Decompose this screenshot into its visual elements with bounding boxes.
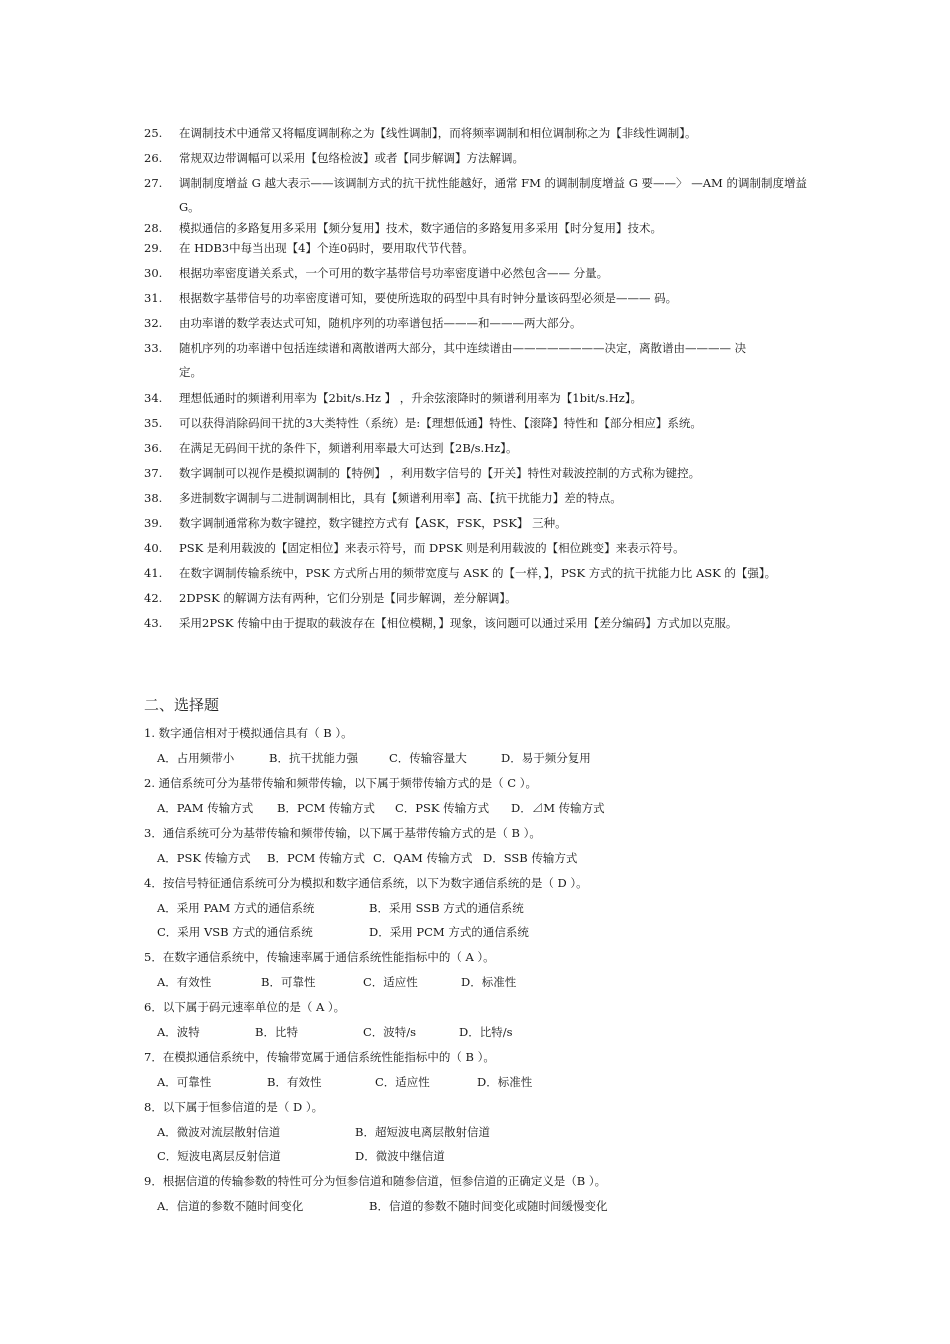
item-number: 36. [144, 441, 163, 455]
answer-option: C．传输容量大 [389, 751, 467, 765]
question-text: 2. 通信系统可分为基带传输和频带传输，以下属于频带传输方式的是（ C ）。 [144, 776, 537, 790]
answer-option: D．易于频分复用 [501, 751, 591, 765]
answer-option: A．波特 [157, 1025, 200, 1039]
answer-option: B．信道的参数不随时间变化或随时间缓慢变化 [369, 1199, 608, 1213]
question-text: 1. 数字通信相对于模拟通信具有（ B ）。 [144, 726, 353, 740]
answer-option: C．QAM 传输方式 [373, 851, 473, 865]
item-number: 32. [144, 316, 163, 330]
answer-option: A．PSK 传输方式 [157, 851, 251, 865]
answer-option: A．有效性 [157, 975, 212, 989]
answer-option: C．PSK 传输方式 [395, 801, 490, 815]
answer-option: C．短波电离层反射信道 [157, 1149, 281, 1163]
item-text: 数字调制通常称为数字键控，数字键控方式有【ASK，FSK，PSK】 三种。 [179, 516, 567, 530]
answer-option: D．微波中继信道 [355, 1149, 445, 1163]
answer-option: C．采用 VSB 方式的通信系统 [157, 925, 313, 939]
item-text: 采用2PSK 传输中由于提取的载波存在【相位模糊，】现象，该问题可以通过采用【差分编码】方式加以克服。 [179, 616, 738, 630]
item-number: 42. [144, 591, 163, 605]
item-number: 41. [144, 566, 163, 580]
answer-option: D．标准性 [461, 975, 517, 989]
item-number: 35. [144, 416, 163, 430]
answer-option: A．信道的参数不随时间变化 [157, 1199, 304, 1213]
item-number: 43. [144, 616, 163, 630]
answer-option: B．超短波电离层散射信道 [355, 1125, 490, 1139]
item-text: 根据数字基带信号的功率密度谱可知，要使所选取的码型中具有时钟分量该码型必须是——— 码。 [179, 291, 678, 305]
item-text: 数字调制可以视作是模拟调制的【特例】 ，利用数字信号的【开关】特性对载波控制的方式称为键控。 [179, 466, 701, 480]
item-text: 由功率谱的数学表达式可知，随机序列的功率谱包括———和———两大部分。 [179, 316, 582, 330]
item-text-continuation: G。 [179, 200, 200, 214]
item-number: 25. [144, 126, 163, 140]
item-number: 26. [144, 151, 163, 165]
answer-option: D．SSB 传输方式 [483, 851, 578, 865]
item-text: 2DPSK 的解调方法有两种，它们分别是【同步解调，差分解调】。 [179, 591, 517, 605]
answer-option: A．微波对流层散射信道 [157, 1125, 281, 1139]
answer-option: A．采用 PAM 方式的通信系统 [157, 901, 315, 915]
answer-option: B．采用 SSB 方式的通信系统 [369, 901, 524, 915]
answer-option: B．可靠性 [261, 975, 316, 989]
item-text: 多进制数字调制与二进制调制相比，具有【频谱利用率】高、【抗干扰能力】差的特点。 [179, 491, 622, 505]
answer-option: A．占用频带小 [157, 751, 235, 765]
answer-option: B．比特 [255, 1025, 298, 1039]
item-text: 常规双边带调幅可以采用【包络检波】或者【同步解调】方法解调。 [179, 151, 524, 165]
answer-option: B．PCM 传输方式 [267, 851, 365, 865]
item-text: 根据功率密度谱关系式，一个可用的数字基带信号功率密度谱中必然包含—— 分量。 [179, 266, 609, 280]
question-text: 5．在数字通信系统中，传输速率属于通信系统性能指标中的（ A ）。 [144, 950, 495, 964]
question-text: 4．按信号特征通信系统可分为模拟和数字通信系统，以下为数字通信系统的是（ D ）。 [144, 876, 588, 890]
item-text: PSK 是利用载波的【固定相位】来表示符号，而 DPSK 则是利用载波的【相位跳变】来表示符号。 [179, 541, 685, 555]
answer-option: D．⊿M 传输方式 [511, 801, 605, 815]
item-number: 31. [144, 291, 163, 305]
answer-option: C．适应性 [363, 975, 418, 989]
question-text: 9．根据信道的传输参数的特性可分为恒参信道和随参信道，恒参信道的正确定义是（B ）。 [144, 1174, 607, 1188]
item-text: 在满足无码间干扰的条件下，频谱利用率最大可达到【2B/s.Hz】。 [179, 441, 518, 455]
answer-option: C．适应性 [375, 1075, 430, 1089]
answer-option: A．PAM 传输方式 [157, 801, 254, 815]
item-text: 随机序列的功率谱中包括连续谱和离散谱两大部分，其中连续谱由————————决定，离散谱由———— 决 [179, 341, 747, 355]
answer-option: B．有效性 [267, 1075, 322, 1089]
item-number: 27. [144, 176, 163, 190]
item-text: 在数字调制传输系统中，PSK 方式所占用的频带宽度与 ASK 的【一样，】，PSK 方式的抗干扰能力比 ASK 的【强】。 [179, 566, 777, 580]
answer-option: A．可靠性 [157, 1075, 212, 1089]
answer-option: B．PCM 传输方式 [277, 801, 375, 815]
item-number: 37. [144, 466, 163, 480]
item-text: 可以获得消除码间干扰的3大类特性（系统）是:【理想低通】特性、【滚降】特性和【部分相应】系统。 [179, 416, 702, 430]
question-text: 3．通信系统可分为基带传输和频带传输，以下属于基带传输方式的是（ B ）。 [144, 826, 541, 840]
item-number: 39. [144, 516, 163, 530]
item-text: 调制制度增益 G 越大表示——该调制方式的抗干扰性能越好，通常 FM 的调制制度增益 G 要——〉 —AM 的调制制度增益 [179, 176, 807, 190]
item-text: 模拟通信的多路复用多采用【频分复用】技术，数字通信的多路复用多采用【时分复用】技术。 [179, 221, 662, 235]
answer-option: D．标准性 [477, 1075, 533, 1089]
item-text: 在 HDB3中每当出现【4】个连0码时，要用取代节代替。 [179, 241, 474, 255]
item-number: 28. [144, 221, 163, 235]
item-number: 34. [144, 391, 163, 405]
item-number: 29. [144, 241, 163, 255]
item-number: 40. [144, 541, 163, 555]
section-title: 二、选择题 [144, 696, 220, 714]
answer-option: D．比特/s [459, 1025, 513, 1039]
item-text: 在调制技术中通常又将幅度调制称之为【线性调制】，而将频率调制和相位调制称之为【非线性调制】。 [179, 126, 697, 140]
question-text: 8．以下属于恒参信道的是（ D ）。 [144, 1100, 324, 1114]
question-text: 6．以下属于码元速率单位的是（ A ）。 [144, 1000, 346, 1014]
item-number: 30. [144, 266, 163, 280]
item-number: 33. [144, 341, 163, 355]
item-text: 理想低通时的频谱利用率为【2bit/s.Hz 】 ，升余弦滚降时的频谱利用率为【1bit/s.Hz】。 [179, 391, 643, 405]
item-text-continuation: 定。 [179, 365, 202, 379]
answer-option: B．抗干扰能力强 [269, 751, 358, 765]
answer-option: D．采用 PCM 方式的通信系统 [369, 925, 529, 939]
question-text: 7．在模拟通信系统中，传输带宽属于通信系统性能指标中的（ B ）。 [144, 1050, 495, 1064]
item-number: 38. [144, 491, 163, 505]
answer-option: C．波特/s [363, 1025, 417, 1039]
